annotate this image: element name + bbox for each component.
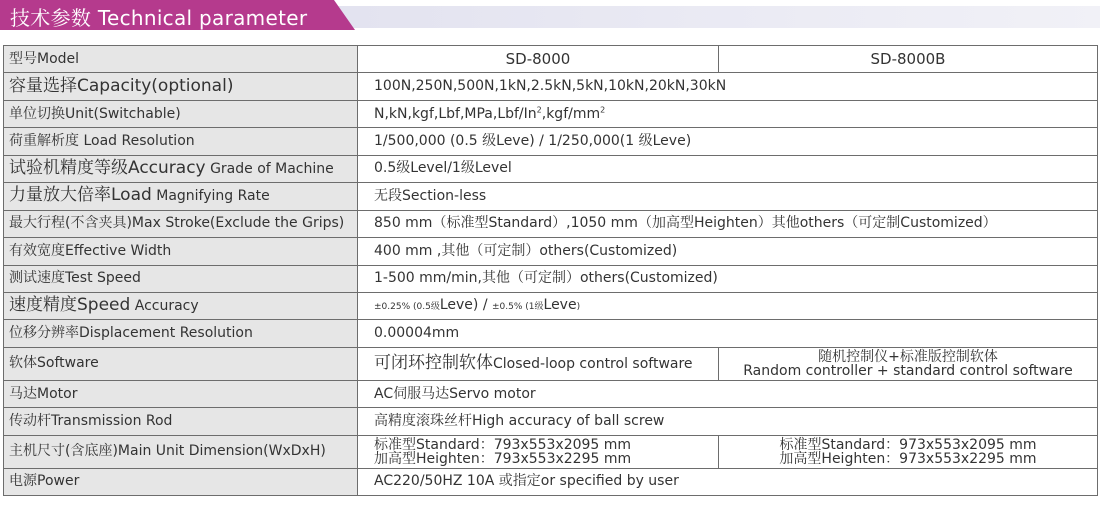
row-unit bbox=[4, 100, 1098, 127]
row-speed-accuracy bbox=[4, 292, 1098, 319]
value-software-sd-8000b bbox=[719, 347, 1098, 380]
label-model: 型号Model bbox=[4, 46, 358, 73]
speed-v1-leve: Leve) / bbox=[439, 296, 492, 313]
dimension-a-line2: 加高型Heighten：793x553x2295 mm bbox=[374, 450, 632, 467]
software-cn: 可闭环控制软体 bbox=[374, 352, 493, 373]
row-max-stroke bbox=[4, 210, 1098, 237]
label-motor: 马达Motor bbox=[4, 380, 358, 407]
label-capacity-cn: 容量选择 bbox=[9, 75, 77, 96]
row-magnifying bbox=[4, 183, 1098, 210]
row-capacity bbox=[4, 73, 1098, 100]
speed-v1-pct: ±0.25% ( bbox=[374, 301, 417, 312]
value-capacity: 100N,250N,500N,1kN,2.5kN,5kN,10kN,20kN,30kN bbox=[358, 73, 1098, 100]
label-accuracy-en-big: Accuracy bbox=[128, 157, 206, 178]
dimension-b-line1: 标准型Standard：973x553x2095 mm bbox=[779, 436, 1037, 453]
dimension-b-line2: 加高型Heighten：973x553x2295 mm bbox=[779, 450, 1037, 467]
software-b-line1: 随机控制仪+标准版控制软体 bbox=[818, 348, 998, 365]
value-speed-accuracy bbox=[358, 292, 1098, 319]
value-software-sd-8000 bbox=[358, 347, 719, 380]
row-displacement bbox=[4, 320, 1098, 347]
label-software: 软体Software bbox=[4, 347, 358, 380]
label-capacity-en: Capacity(optional) bbox=[77, 75, 234, 96]
dimension-a-line1: 标准型Standard：793x553x2095 mm bbox=[374, 436, 632, 453]
row-load-resolution bbox=[4, 128, 1098, 155]
value-dimension-sd-8000 bbox=[358, 435, 719, 468]
label-test-speed: 测试速度Test Speed bbox=[4, 265, 358, 292]
row-software bbox=[4, 347, 1098, 380]
label-unit: 单位切换Unit(Switchable) bbox=[4, 100, 358, 127]
value-load-resolution: 1/500,000 (0.5 级Leve) / 1/250,000(1 级Leve) bbox=[358, 128, 1098, 155]
value-magnifying: 无段Section-less bbox=[358, 183, 1098, 210]
label-magnifying bbox=[4, 183, 358, 210]
value-rod: 高精度滚珠丝杆High accuracy of ball screw bbox=[358, 408, 1098, 435]
model-sd-8000: SD-8000 bbox=[358, 46, 719, 73]
speed-v2-leve: Leve bbox=[543, 296, 577, 313]
value-motor: AC伺服马达Servo motor bbox=[358, 380, 1098, 407]
unit-sup-a: 2 bbox=[536, 104, 542, 114]
value-effective-width: 400 mm ,其他（可定制）others(Customized) bbox=[358, 238, 1098, 265]
section-title: 技术参数 Technical parameter bbox=[10, 6, 308, 30]
row-dimension bbox=[4, 435, 1098, 468]
value-displacement: 0.00004mm bbox=[358, 320, 1098, 347]
label-accuracy-en: Grade of Machine bbox=[205, 160, 334, 177]
label-max-stroke: 最大行程(不含夹具)Max Stroke(Exclude the Grips) bbox=[4, 210, 358, 237]
speed-v2-pct: ±0.5% ( bbox=[492, 301, 529, 312]
value-power: AC220/50HZ 10A 或指定or specified by user bbox=[358, 468, 1098, 495]
label-dimension: 主机尺寸(含底座)Main Unit Dimension(WxDxH) bbox=[4, 435, 358, 468]
speed-v2-grade: 1级 bbox=[528, 301, 544, 312]
unit-sup-b: 2 bbox=[600, 104, 606, 114]
label-accuracy-grade bbox=[4, 155, 358, 182]
spec-table bbox=[3, 45, 1098, 496]
label-capacity bbox=[4, 73, 358, 100]
label-displacement: 位移分辨率Displacement Resolution bbox=[4, 320, 358, 347]
value-max-stroke: 850 mm（标准型Standard）,1050 mm（加高型Heighten）其他others（可定制Customized） bbox=[358, 210, 1098, 237]
row-test-speed bbox=[4, 265, 1098, 292]
label-magnifying-en: Magnifying Rate bbox=[151, 188, 270, 205]
value-unit bbox=[358, 100, 1098, 127]
label-speed-en-big: Speed bbox=[77, 295, 131, 316]
value-dimension-sd-8000b bbox=[719, 435, 1098, 468]
row-motor bbox=[4, 380, 1098, 407]
speed-v2-end: ) bbox=[576, 301, 581, 312]
section-banner bbox=[0, 0, 1100, 30]
value-test-speed: 1-500 mm/min,其他（可定制）others(Customized) bbox=[358, 265, 1098, 292]
label-speed-accuracy bbox=[4, 292, 358, 319]
value-accuracy-grade: 0.5级Level/1级Level bbox=[358, 155, 1098, 182]
label-load-resolution: 荷重解析度 Load Resolution bbox=[4, 128, 358, 155]
label-magnifying-cn: 力量放大倍率 bbox=[9, 185, 111, 206]
label-magnifying-en-big: Load bbox=[111, 185, 152, 206]
label-speed-cn: 速度精度 bbox=[9, 295, 77, 316]
unit-part-a: N,kN,kgf,Lbf,MPa,Lbf/In bbox=[374, 105, 537, 122]
label-accuracy-cn: 试验机精度等级 bbox=[9, 157, 128, 178]
row-rod bbox=[4, 408, 1098, 435]
row-model bbox=[4, 46, 1098, 73]
speed-v1-grade: 0.5级 bbox=[416, 301, 440, 312]
row-power bbox=[4, 468, 1098, 495]
software-b-line2: Random controller + standard control software bbox=[743, 362, 1073, 379]
label-rod: 传动杆Transmission Rod bbox=[4, 408, 358, 435]
row-effective-width bbox=[4, 238, 1098, 265]
label-power: 电源Power bbox=[4, 468, 358, 495]
label-speed-en: Accuracy bbox=[130, 298, 199, 315]
unit-part-b: ,kgf/mm bbox=[541, 105, 601, 122]
model-sd-8000b: SD-8000B bbox=[719, 46, 1098, 73]
row-accuracy-grade bbox=[4, 155, 1098, 182]
label-effective-width: 有效宽度Effective Width bbox=[4, 238, 358, 265]
software-en: Closed-loop control software bbox=[493, 355, 693, 372]
